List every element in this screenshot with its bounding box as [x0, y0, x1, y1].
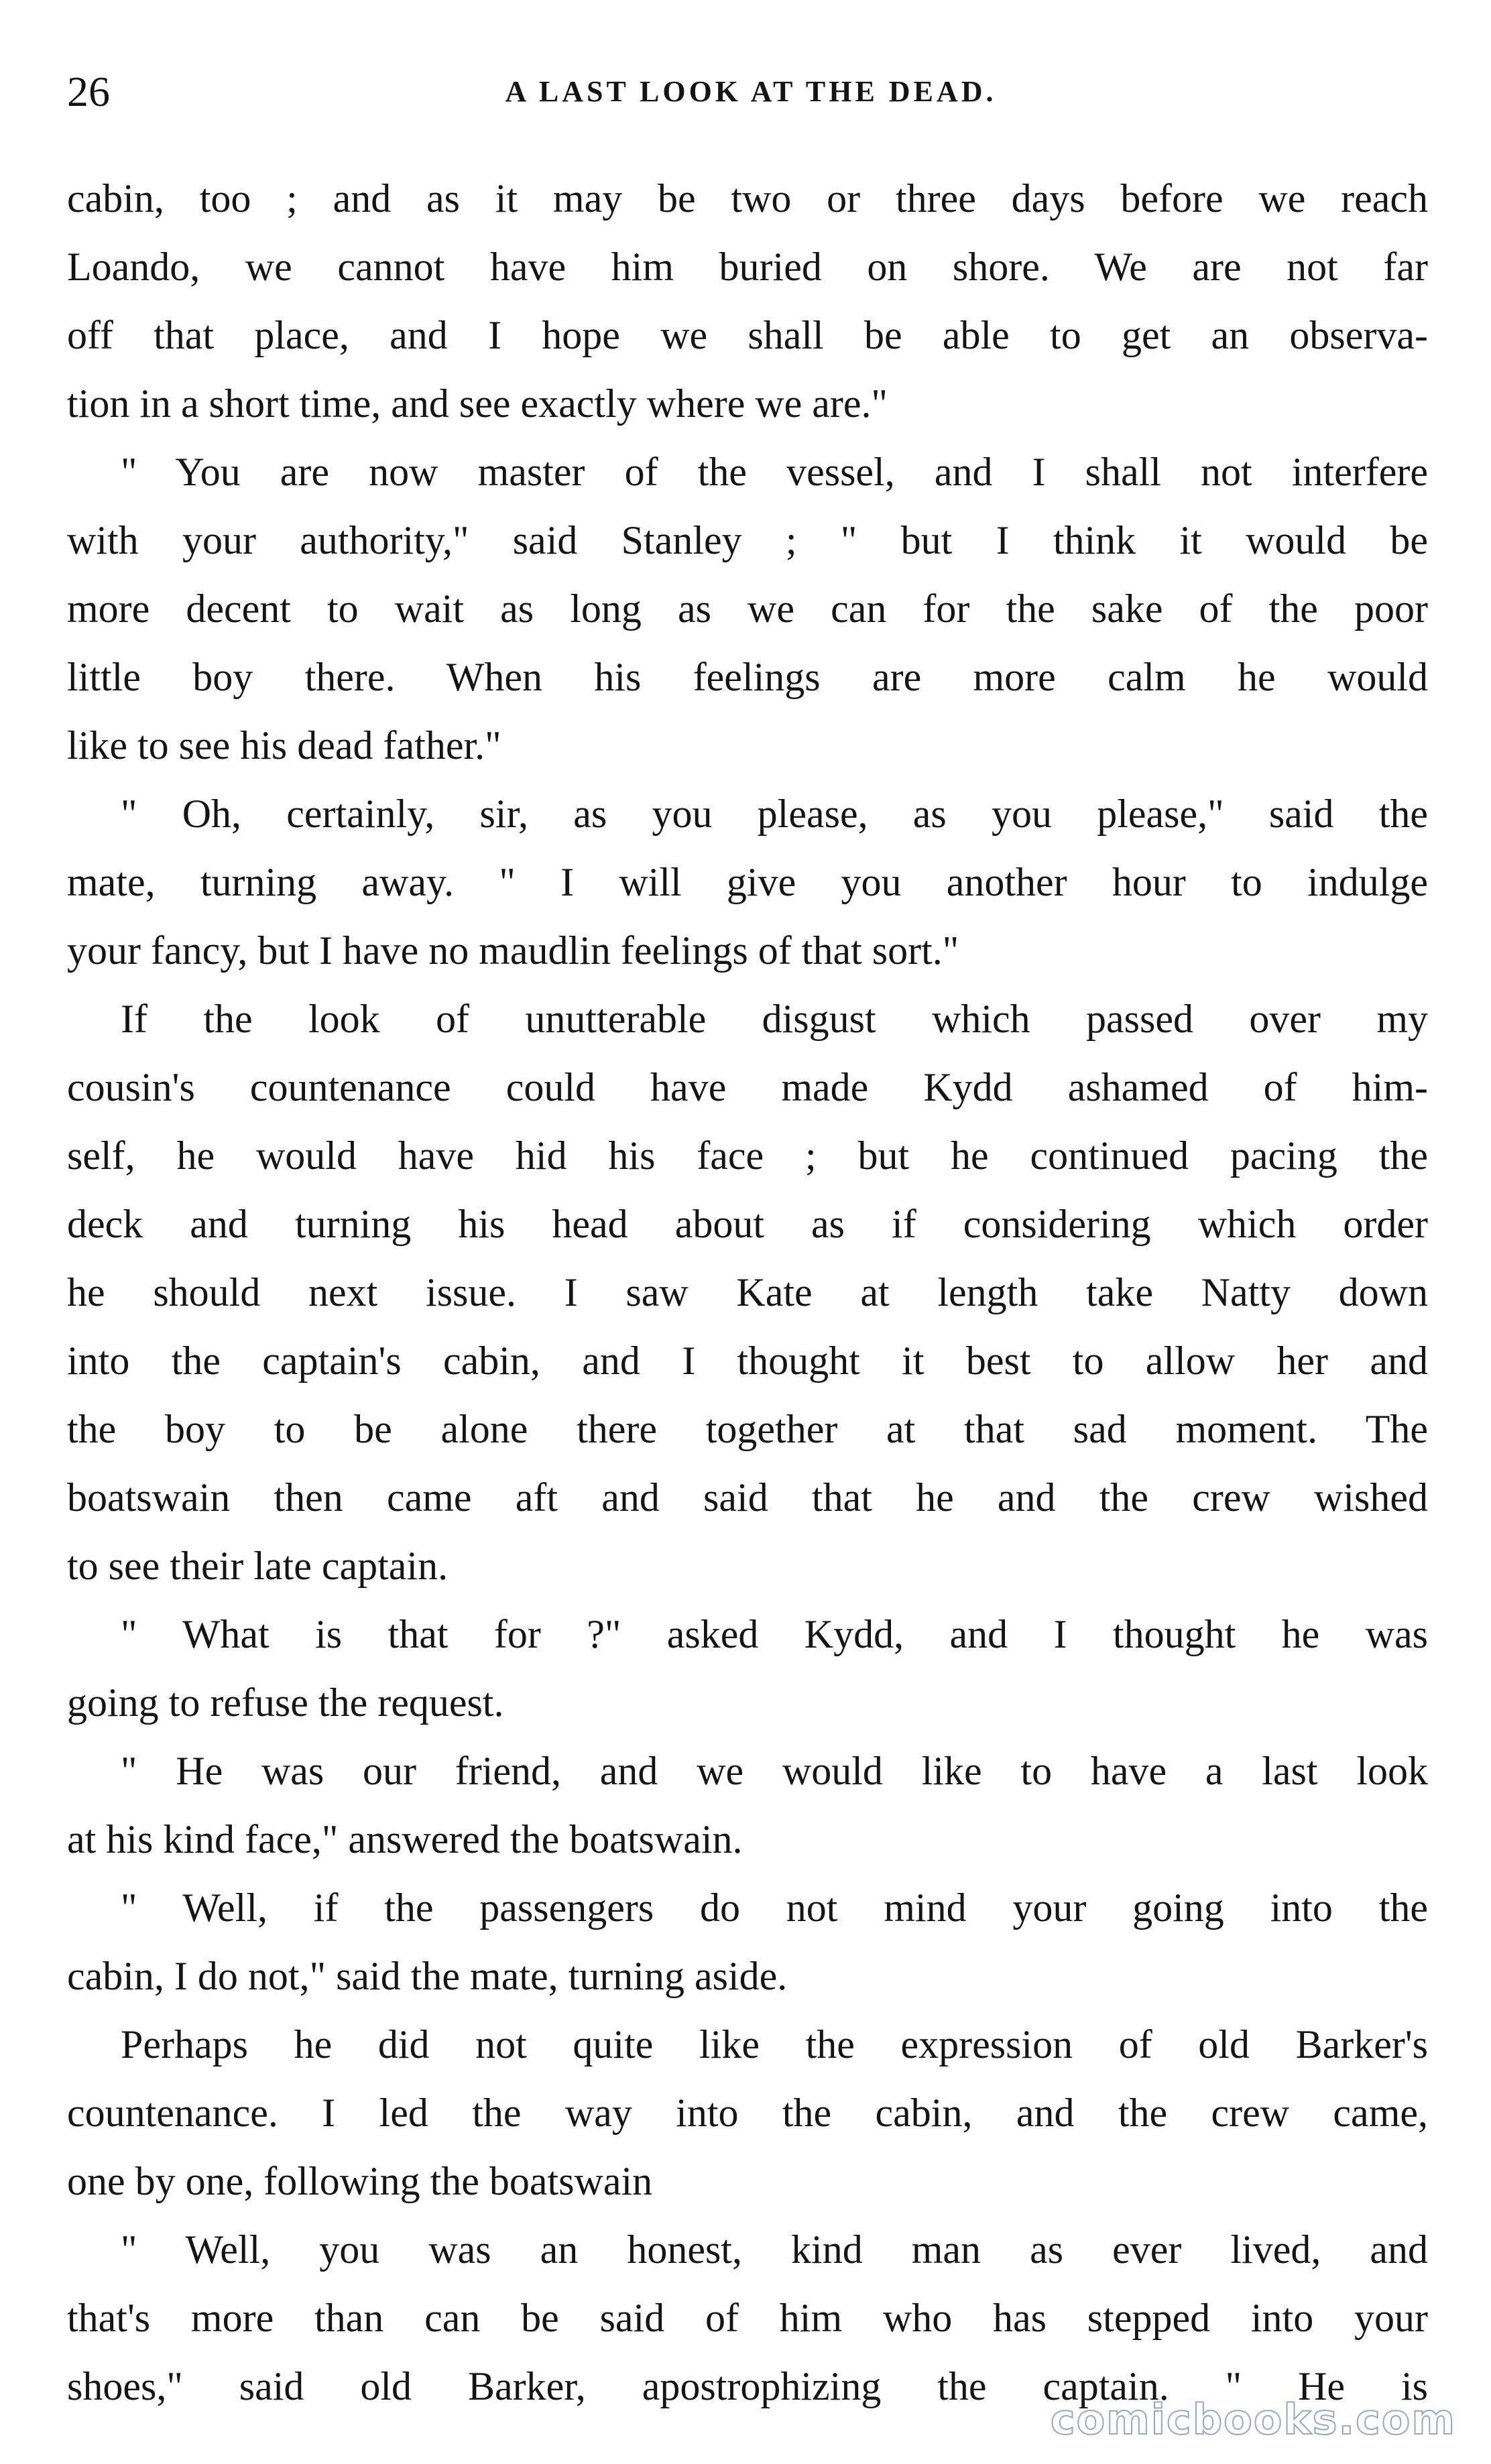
paragraph	[67, 1737, 1428, 1873]
text-line: off that place, and I hope we shall be able to get an observa-	[67, 313, 1428, 357]
text-line: " You are now master of the vessel, and I shall not interfere	[121, 450, 1428, 494]
page-number: 26	[67, 68, 110, 115]
running-head: A LAST LOOK AT THE DEAD.	[505, 75, 997, 108]
text-line: mate, turning away. " I will give you another hour to indulge	[67, 860, 1428, 904]
page-header	[67, 62, 1435, 122]
text-line: boatswain then came aft and said that he and the crew wished	[67, 1475, 1428, 1520]
paragraph	[67, 438, 1428, 780]
paragraph	[67, 1600, 1428, 1737]
text-line: self, he would have hid his face ; but he continued pacing the	[67, 1133, 1428, 1178]
text-line: " What is that for ?" asked Kydd, and I thought he was	[121, 1612, 1428, 1656]
text-line: countenance. I led the way into the cabin, and the crew came,	[67, 2091, 1428, 2135]
text-line: " Well, you was an honest, kind man as ever lived, and	[121, 2227, 1428, 2272]
text-line: deck and turning his head about as if considering which order	[67, 1202, 1428, 1246]
text-line: Perhaps he did not quite like the expression of old Barker's	[121, 2022, 1428, 2067]
paragraph	[67, 985, 1428, 1600]
text-line: one by one, following the boatswain	[67, 2159, 653, 2203]
text-line: cabin, too ; and as it may be two or three days before we reach	[67, 176, 1428, 221]
watermark-logo: comicbooks.com	[1050, 2395, 1456, 2444]
text-line: " Oh, certainly, sir, as you please, as you please," said the	[121, 792, 1428, 836]
text-line: at his kind face," answered the boatswain.	[67, 1817, 743, 1861]
text-line: cousin's countenance could have made Kydd ashamed of him-	[67, 1065, 1428, 1109]
paragraph	[67, 780, 1428, 985]
paragraph	[67, 2215, 1428, 2420]
text-line: more decent to wait as long as we can for the sake of the poor	[67, 587, 1428, 631]
body-text	[67, 164, 1428, 2420]
text-line: " He was our friend, and we would like to have a last look	[121, 1749, 1428, 1793]
text-line: little boy there. When his feelings are more calm he would	[67, 655, 1428, 699]
text-line: cabin, I do not," said the mate, turning aside.	[67, 1954, 788, 1998]
text-line: Loando, we cannot have him buried on shore. We are not far	[67, 245, 1428, 289]
paragraph	[67, 1873, 1428, 2010]
paragraph	[67, 2010, 1428, 2215]
text-line: " Well, if the passengers do not mind your going into the	[121, 1886, 1428, 1930]
text-line: your fancy, but I have no maudlin feelings of that sort."	[67, 928, 959, 973]
text-line: with your authority," said Stanley ; " but I think it would be	[67, 518, 1428, 562]
text-line: to see their late captain.	[67, 1544, 449, 1588]
text-line: the boy to be alone there together at that sad moment. The	[67, 1407, 1428, 1451]
text-line: going to refuse the request.	[67, 1680, 504, 1725]
text-line: into the captain's cabin, and I thought it best to allow her and	[67, 1339, 1428, 1383]
text-line: he should next issue. I saw Kate at length take Natty down	[67, 1270, 1428, 1314]
text-line: tion in a short time, and see exactly where we are."	[67, 381, 888, 426]
text-line: shoes," said old Barker, apostrophizing the captain. " He is	[67, 2364, 1428, 2408]
text-line: that's more than can be said of him who has stepped into your	[67, 2296, 1428, 2340]
paragraph	[67, 164, 1428, 438]
text-line: If the look of unutterable disgust which passed over my	[121, 997, 1428, 1041]
text-line: like to see his dead father."	[67, 723, 501, 767]
